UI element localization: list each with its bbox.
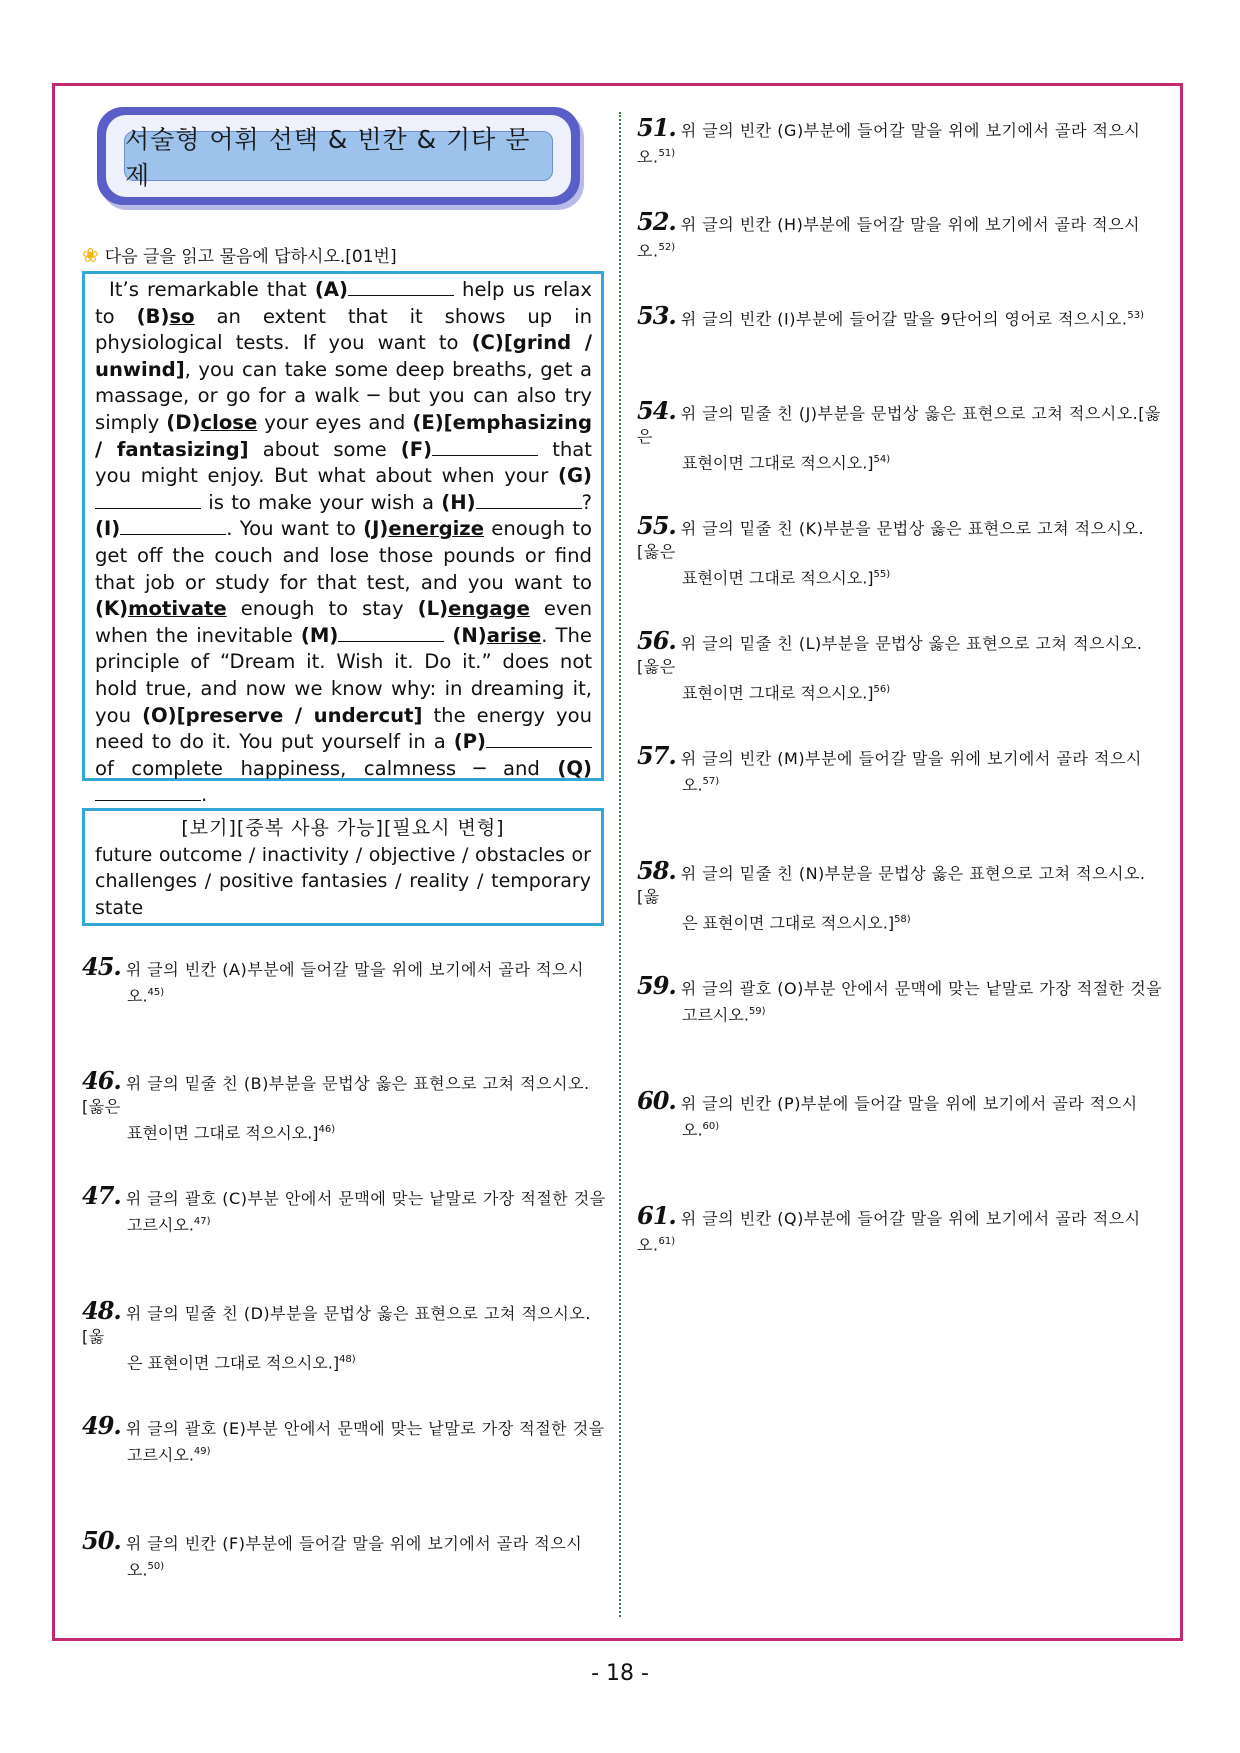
underlined-k: motivate bbox=[128, 597, 227, 621]
question-text: 위 글의 밑줄 친 (L)부분을 문법상 옳은 표현으로 고쳐 적으시오.[옳은 bbox=[637, 634, 1143, 676]
blank-f[interactable] bbox=[432, 437, 538, 456]
question-number: 56. bbox=[637, 626, 676, 655]
question-text-cont: 고르시오. bbox=[127, 1215, 194, 1235]
blank-k-label: (K) bbox=[95, 597, 129, 621]
question-text-cont: 표현이면 그대로 적으시오.] bbox=[127, 1123, 319, 1143]
question-49[interactable] bbox=[82, 1411, 610, 1466]
blank-m[interactable] bbox=[338, 623, 444, 642]
question-text-cont: 오. bbox=[127, 1560, 148, 1580]
blank-l-label: (L) bbox=[417, 597, 449, 621]
title-badge-border bbox=[106, 115, 571, 197]
question-number: 61. bbox=[637, 1201, 676, 1230]
blank-p-label: (P) bbox=[453, 730, 486, 754]
question-54[interactable] bbox=[637, 396, 1165, 474]
question-text: 위 글의 밑줄 친 (B)부분을 문법상 옳은 표현으로 고쳐 적으시오.[옳은 bbox=[82, 1074, 590, 1116]
question-text-cont: 표현이면 그대로 적으시오.] bbox=[682, 683, 874, 703]
question-number: 48. bbox=[82, 1296, 121, 1325]
underlined-l: engage bbox=[448, 597, 530, 621]
choice-o: (O)[preserve / undercut] bbox=[142, 703, 423, 727]
question-text: 위 글의 밑줄 친 (D)부분을 문법상 옳은 표현으로 고쳐 적으시오.[옳 bbox=[82, 1304, 591, 1346]
question-47[interactable] bbox=[82, 1181, 610, 1236]
question-text-cont: 오. bbox=[682, 775, 703, 795]
question-57[interactable] bbox=[637, 741, 1165, 796]
question-text-cont: 은 표현이면 그대로 적으시오.] bbox=[682, 913, 895, 933]
question-text-cont: 은 표현이면 그대로 적으시오.] bbox=[127, 1353, 340, 1373]
underlined-j: energize bbox=[388, 517, 484, 541]
passage-text: It’s remarkable that (A) help us relax to (B)so an extent that it shows up in physiological tests. If you want to (C)[grind / unwind], you can take some deep breaths, get a massage, or go for a walk ─ but you can also try simply (D)close your eyes and (E)[emphasizing / fantasizing] about some (F) that you might enjoy. But what about when your (G) is to make your wish a (H) ? (I) . You want to (J)energize enough to get off the couch and lose those pounds or find that job or study for that test, and you want to (K)motivate enough to stay (L)engage even when the inevitable (M) (N)arise. The principle of “Dream it. Wish it. Do it.” does not hold true, and now we know why: in dreaming it, you (O)[preserve / undercut] the energy you need to do it. You put yourself in a (P) of complete happiness, calmness ─ and (Q). bbox=[95, 278, 593, 807]
footnote-ref: 52) bbox=[658, 242, 676, 253]
footnote-ref: 57) bbox=[702, 776, 720, 787]
blank-q[interactable] bbox=[95, 782, 201, 801]
question-text-cont: 오. bbox=[682, 1120, 703, 1140]
question-60[interactable] bbox=[637, 1086, 1165, 1141]
footnote-ref: 55) bbox=[873, 569, 891, 580]
question-number: 55. bbox=[637, 511, 676, 540]
question-50[interactable] bbox=[82, 1526, 610, 1581]
question-55[interactable] bbox=[637, 511, 1165, 589]
question-text: 위 글의 밑줄 친 (J)부분을 문법상 옳은 표현으로 고쳐 적으시오.[옳은 bbox=[637, 404, 1161, 446]
blank-p[interactable] bbox=[486, 729, 592, 748]
blank-g-label: (G) bbox=[558, 464, 592, 488]
footnote-ref: 54) bbox=[873, 454, 891, 465]
question-56[interactable] bbox=[637, 626, 1165, 704]
question-number: 51. bbox=[637, 113, 676, 142]
blank-g[interactable] bbox=[95, 490, 201, 509]
question-text: 위 글의 빈칸 (F)부분에 들어갈 말을 위에 보기에서 골라 적으시 bbox=[125, 1534, 583, 1553]
question-number: 52. bbox=[637, 207, 676, 236]
question-text-cont: 오. bbox=[127, 986, 148, 1006]
question-text: 위 글의 괄호 (O)부분 안에서 문맥에 맞는 낱말로 가장 적절한 것을 bbox=[680, 979, 1163, 998]
question-text: 위 글의 빈칸 (P)부분에 들어갈 말을 위에 보기에서 골라 적으시 bbox=[680, 1094, 1138, 1113]
footnote-ref: 50) bbox=[147, 1561, 165, 1572]
underlined-d: close bbox=[200, 410, 258, 434]
question-number: 50. bbox=[82, 1526, 121, 1555]
question-text: 위 글의 빈칸 (H)부분에 들어갈 말을 위에 보기에서 골라 적으시오. bbox=[637, 215, 1140, 261]
instruction-text: 다음 글을 읽고 물음에 답하시오.[01번] bbox=[104, 247, 397, 267]
question-text: 위 글의 밑줄 친 (K)부분을 문법상 옳은 표현으로 고쳐 적으시오.[옳은 bbox=[637, 519, 1145, 561]
footnote-ref: 48) bbox=[339, 1354, 356, 1365]
footnote-ref: 58) bbox=[894, 914, 911, 925]
question-text: 위 글의 빈칸 (A)부분에 들어갈 말을 위에 보기에서 골라 적으시 bbox=[125, 960, 584, 979]
question-text-cont: 표현이면 그대로 적으시오.] bbox=[682, 568, 874, 588]
blank-a[interactable] bbox=[348, 277, 454, 296]
blank-i[interactable] bbox=[120, 516, 226, 535]
question-number: 46. bbox=[82, 1066, 121, 1095]
word-bank-line: state bbox=[95, 896, 144, 919]
footnote-ref: 47) bbox=[193, 1216, 211, 1227]
question-48[interactable] bbox=[82, 1296, 610, 1374]
question-number: 47. bbox=[82, 1181, 121, 1210]
question-number: 60. bbox=[637, 1086, 676, 1115]
footnote-ref: 56) bbox=[873, 684, 891, 695]
question-58[interactable] bbox=[637, 856, 1165, 934]
footnote-ref: 45) bbox=[147, 987, 165, 998]
blank-j-label: (J) bbox=[363, 517, 389, 541]
question-53[interactable] bbox=[637, 301, 1165, 331]
underlined-n: arise bbox=[486, 623, 542, 647]
question-text: 위 글의 빈칸 (G)부분에 들어갈 말을 위에 보기에서 골라 적으시오. bbox=[637, 121, 1141, 167]
question-number: 45. bbox=[82, 952, 121, 981]
question-text: 위 글의 빈칸 (M)부분에 들어갈 말을 위에 보기에서 골라 적으시 bbox=[680, 749, 1142, 768]
blank-n-label: (N) bbox=[452, 623, 487, 647]
blank-d-label: (D) bbox=[166, 410, 201, 434]
footnote-ref: 46) bbox=[318, 1124, 336, 1135]
underlined-b: so bbox=[169, 304, 195, 328]
footnote-ref: 59) bbox=[748, 1006, 766, 1017]
choice-e: (E)[emphasizing / fantasizing] bbox=[95, 410, 592, 461]
page-number: - 18 - bbox=[591, 1661, 649, 1686]
question-text: 위 글의 빈칸 (I)부분에 들어갈 말을 9단어의 영어로 적으시오. bbox=[680, 309, 1128, 329]
footnote-ref: 60) bbox=[702, 1121, 720, 1132]
word-bank-line: future outcome / inactivity / objective / obstacles or bbox=[95, 843, 591, 866]
question-number: 49. bbox=[82, 1411, 121, 1440]
question-number: 54. bbox=[637, 396, 676, 425]
question-46[interactable] bbox=[82, 1066, 610, 1144]
question-number: 57. bbox=[637, 741, 676, 770]
question-45[interactable] bbox=[82, 952, 610, 1007]
blank-h-label: (H) bbox=[441, 490, 476, 514]
footnote-ref: 51) bbox=[658, 148, 676, 159]
choice-c: (C)[grind / unwind] bbox=[95, 331, 592, 381]
question-51[interactable] bbox=[637, 113, 1165, 168]
question-text-cont: 고르시오. bbox=[127, 1445, 194, 1465]
blank-h[interactable] bbox=[476, 490, 582, 509]
question-61[interactable] bbox=[637, 1201, 1165, 1256]
title-badge bbox=[97, 107, 580, 205]
question-text: 위 글의 빈칸 (Q)부분에 들어갈 말을 위에 보기에서 골라 적으시오. bbox=[637, 1209, 1141, 1255]
question-52[interactable] bbox=[637, 207, 1165, 262]
question-text: 위 글의 밑줄 친 (N)부분을 문법상 옳은 표현으로 고쳐 적으시오.[옳 bbox=[637, 864, 1146, 906]
question-text-cont: 표현이면 그대로 적으시오.] bbox=[682, 453, 874, 473]
section-title: 서술형 어휘 선택 & 빈칸 & 기타 문제 bbox=[124, 131, 553, 181]
flower-icon: ❀ bbox=[82, 242, 99, 267]
question-text: 위 글의 괄호 (C)부분 안에서 문맥에 맞는 낱말로 가장 적절한 것을 bbox=[125, 1189, 606, 1208]
blank-a-label: (A) bbox=[314, 278, 348, 301]
question-text-cont: 고르시오. bbox=[682, 1005, 749, 1025]
blank-i-label: (I) bbox=[95, 517, 121, 541]
word-bank-line: challenges / positive fantasies / reality / temporary bbox=[95, 870, 591, 892]
question-59[interactable] bbox=[637, 971, 1165, 1026]
column-divider bbox=[619, 112, 621, 1617]
blank-b-label: (B) bbox=[136, 304, 170, 328]
reading-passage bbox=[82, 271, 604, 807]
blank-q-label: (Q) bbox=[557, 756, 592, 780]
word-bank-header: [보기][중복 사용 가능][필요시 변형] bbox=[181, 817, 505, 839]
question-number: 53. bbox=[637, 301, 676, 331]
footnote-ref: 61) bbox=[658, 1236, 676, 1247]
blank-f-label: (F) bbox=[400, 437, 433, 461]
question-number: 58. bbox=[637, 856, 676, 885]
blank-m-label: (M) bbox=[300, 623, 339, 647]
question-number: 59. bbox=[637, 971, 676, 1000]
word-bank bbox=[82, 808, 604, 926]
footnote-ref: 53) bbox=[1127, 310, 1145, 321]
instruction bbox=[82, 242, 397, 267]
footnote-ref: 49) bbox=[193, 1446, 211, 1457]
question-text: 위 글의 괄호 (E)부분 안에서 문맥에 맞는 낱말로 가장 적절한 것을 bbox=[125, 1419, 605, 1438]
